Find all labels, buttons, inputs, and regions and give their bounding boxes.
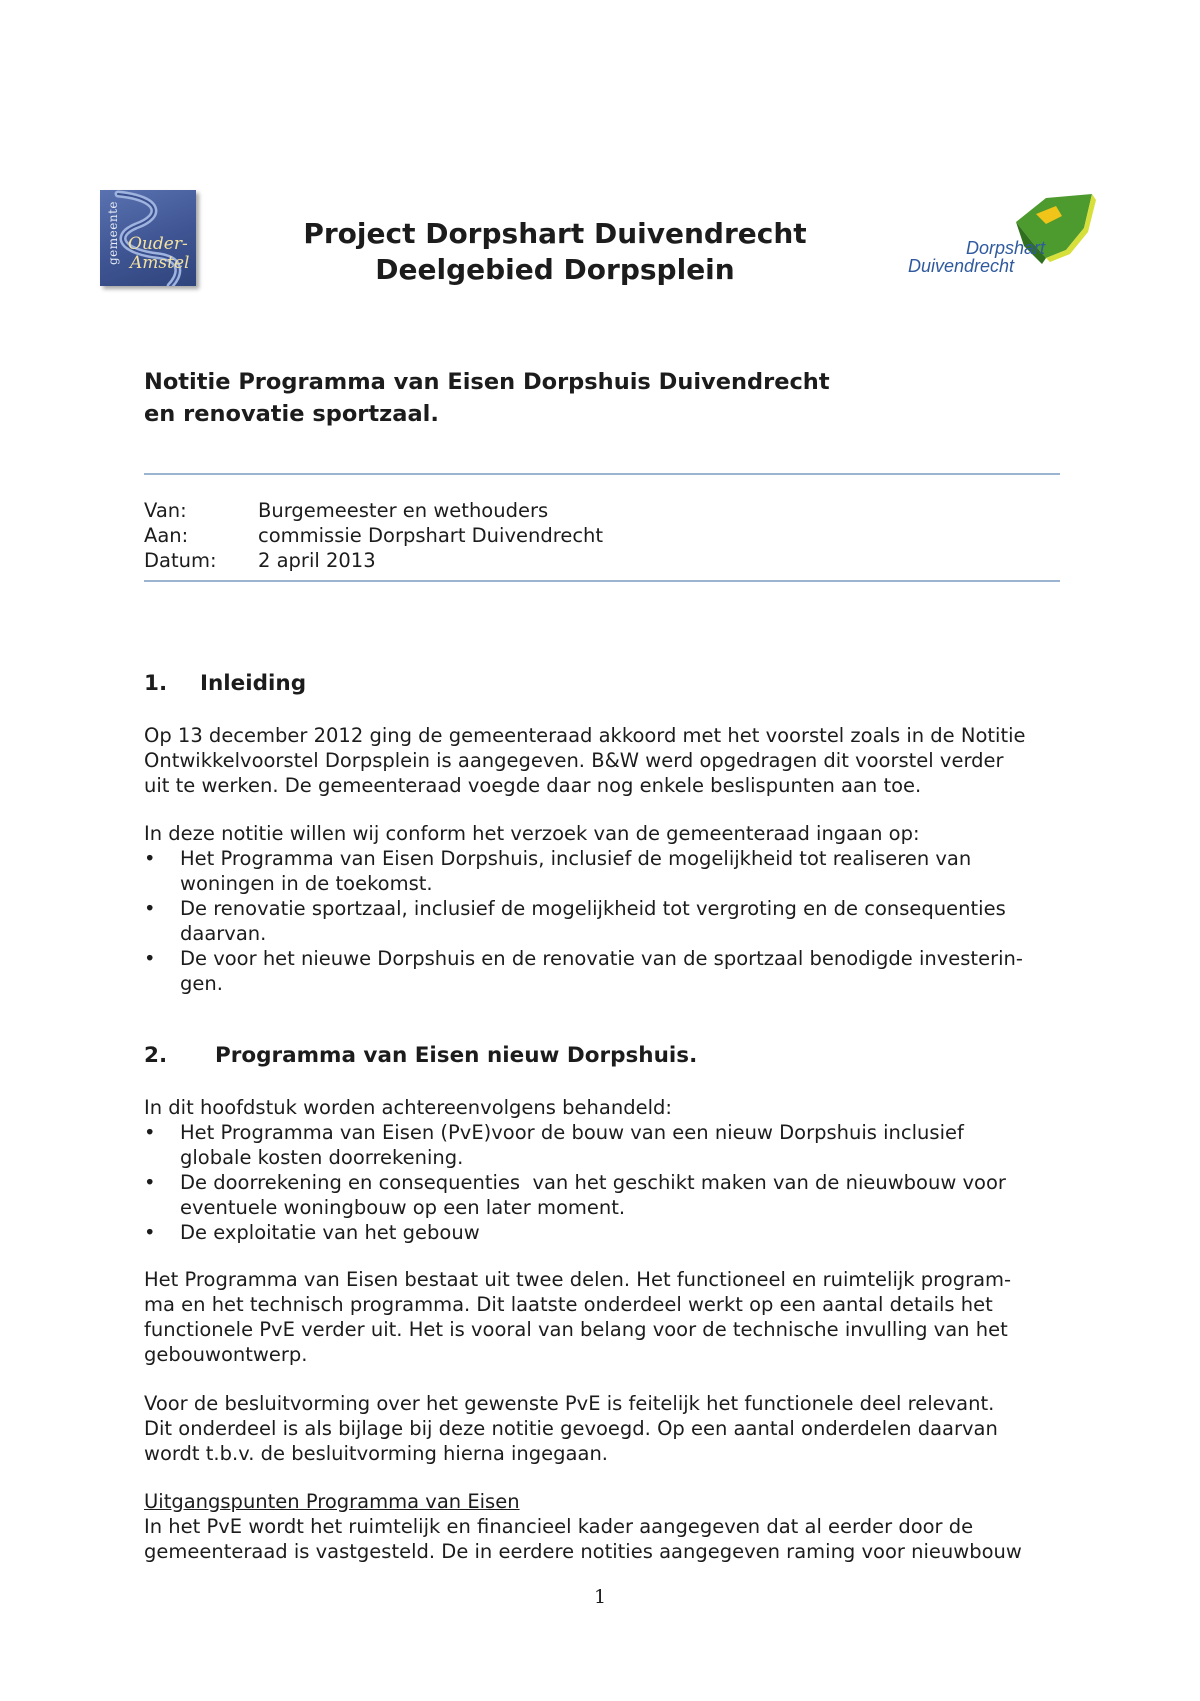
dorpshart-logo bbox=[896, 192, 1106, 282]
divider-bottom bbox=[144, 580, 1060, 582]
meta-row-van bbox=[144, 498, 603, 523]
list-item bbox=[144, 1220, 1074, 1245]
section1-heading bbox=[144, 671, 306, 696]
section2-number: 2. bbox=[144, 1043, 168, 1068]
list-item bbox=[144, 946, 1074, 996]
section1-paragraph bbox=[144, 723, 1074, 798]
bullet-icon: • bbox=[144, 947, 156, 970]
logo-vertical-text: gemeente bbox=[106, 200, 120, 266]
text-line: daarvan. bbox=[180, 922, 267, 945]
logo-word-duivendrecht: Duivendrecht bbox=[908, 256, 1015, 276]
text-line: ma en het technisch programma. Dit laatste onderdeel werkt op een aantal details het bbox=[144, 1293, 993, 1316]
text-line: De voor het nieuwe Dorpshuis en de renovatie van de sportzaal benodigde investerin- bbox=[180, 947, 1023, 970]
text-line: In dit hoofdstuk worden achtereenvolgens behandeld: bbox=[144, 1096, 672, 1119]
section1-bullet-list bbox=[144, 846, 1074, 996]
meta-value-van: Burgemeester en wethouders bbox=[258, 499, 549, 522]
page-number: 1 bbox=[593, 1586, 607, 1608]
title-line2: Deelgebied Dorpsplein bbox=[375, 253, 735, 286]
list-item bbox=[144, 896, 1074, 946]
meta-value-aan: commissie Dorpshart Duivendrecht bbox=[258, 524, 604, 547]
text-line: In het PvE wordt het ruimtelijk en financieel kader aangegeven dat al eerder door de bbox=[144, 1515, 974, 1538]
text-line: gen. bbox=[180, 972, 223, 995]
text-line: Het Programma van Eisen bestaat uit twee delen. Het functioneel en ruimtelijk program- bbox=[144, 1268, 1012, 1291]
bullet-icon: • bbox=[144, 897, 156, 920]
section2-paragraph-pve bbox=[144, 1267, 1074, 1367]
list-item bbox=[144, 1120, 1074, 1170]
meta-row-datum bbox=[144, 548, 603, 573]
text-line: wordt t.b.v. de besluitvorming hierna ingegaan. bbox=[144, 1442, 609, 1465]
section1-intro bbox=[144, 821, 1074, 846]
bullet-icon: • bbox=[144, 1171, 156, 1194]
text-line: Voor de besluitvorming over het gewenste PvE is feitelijk het functionele deel relevant. bbox=[144, 1392, 995, 1415]
text-line: Dit onderdeel is als bijlage bij deze notitie gevoegd. Op een aantal onderdelen daarvan bbox=[144, 1417, 998, 1440]
meta-block bbox=[144, 498, 603, 573]
meta-label-datum: Datum: bbox=[144, 549, 217, 572]
logo-text-line1: Ouder- bbox=[128, 234, 188, 254]
ouder-amstel-logo bbox=[100, 190, 196, 286]
text-line: uit te werken. De gemeenteraad voegde daar nog enkele beslispunten aan toe. bbox=[144, 774, 922, 797]
section2-heading bbox=[144, 1043, 697, 1068]
meta-label-van: Van: bbox=[144, 499, 187, 522]
divider-top bbox=[144, 473, 1060, 475]
logo-text-line2: Amstel bbox=[130, 253, 190, 273]
meta-row-aan bbox=[144, 523, 603, 548]
text-line: Ontwikkelvoorstel Dorpsplein is aangegeven. B&W werd opgedragen dit voorstel verder bbox=[144, 749, 1004, 772]
section2-paragraph-besluit bbox=[144, 1391, 1074, 1466]
section1-title: Inleiding bbox=[200, 671, 307, 696]
section2-title: Programma van Eisen nieuw Dorpshuis. bbox=[215, 1043, 698, 1068]
text-line: globale kosten doorrekening. bbox=[180, 1146, 464, 1169]
text-line: Het Programma van Eisen Dorpshuis, inclusief de mogelijkheid tot realiseren van bbox=[180, 847, 972, 870]
list-item bbox=[144, 846, 1074, 896]
meta-value-datum: 2 april 2013 bbox=[258, 549, 376, 572]
bullet-icon: • bbox=[144, 847, 156, 870]
section2-intro bbox=[144, 1095, 1074, 1120]
text-line: De renovatie sportzaal, inclusief de mogelijkheid tot vergroting en de consequenties bbox=[180, 897, 1006, 920]
section1-number: 1. bbox=[144, 671, 168, 696]
notitie-heading bbox=[144, 366, 1044, 430]
meta-label-aan: Aan: bbox=[144, 524, 189, 547]
text-line: functionele PvE verder uit. Het is vooral van belang voor de technische invulling van het bbox=[144, 1318, 1008, 1341]
notitie-line2: en renovatie sportzaal. bbox=[144, 401, 439, 427]
text-line: De doorrekening en consequenties van het geschikt maken van de nieuwbouw voor bbox=[180, 1171, 1006, 1194]
list-item bbox=[144, 1170, 1074, 1220]
section2-uitgangspunten bbox=[144, 1489, 1074, 1564]
text-line: gebouwontwerp. bbox=[144, 1343, 308, 1366]
section2-bullet-list bbox=[144, 1120, 1074, 1245]
subheading-uitgangspunten: Uitgangspunten Programma van Eisen bbox=[144, 1490, 520, 1513]
text-line: De exploitatie van het gebouw bbox=[180, 1221, 480, 1244]
bullet-icon: • bbox=[144, 1121, 156, 1144]
text-line: Op 13 december 2012 ging de gemeenteraad akkoord met het voorstel zoals in de Notitie bbox=[144, 724, 1026, 747]
text-line: In deze notitie willen wij conform het verzoek van de gemeenteraad ingaan op: bbox=[144, 822, 920, 845]
text-line: Het Programma van Eisen (PvE)voor de bouw van een nieuw Dorpshuis inclusief bbox=[180, 1121, 964, 1144]
text-line: woningen in de toekomst. bbox=[180, 872, 433, 895]
logo-word-dorpshart: Dorpshart bbox=[966, 238, 1046, 258]
text-line: gemeenteraad is vastgesteld. De in eerdere notities aangegeven raming voor nieuwbouw bbox=[144, 1540, 1022, 1563]
title-line1: Project Dorpshart Duivendrecht bbox=[303, 217, 807, 250]
bullet-icon: • bbox=[144, 1221, 156, 1244]
project-title bbox=[250, 216, 860, 288]
notitie-line1: Notitie Programma van Eisen Dorpshuis Duivendrecht bbox=[144, 369, 830, 395]
text-line: eventuele woningbouw op een later moment. bbox=[180, 1196, 626, 1219]
